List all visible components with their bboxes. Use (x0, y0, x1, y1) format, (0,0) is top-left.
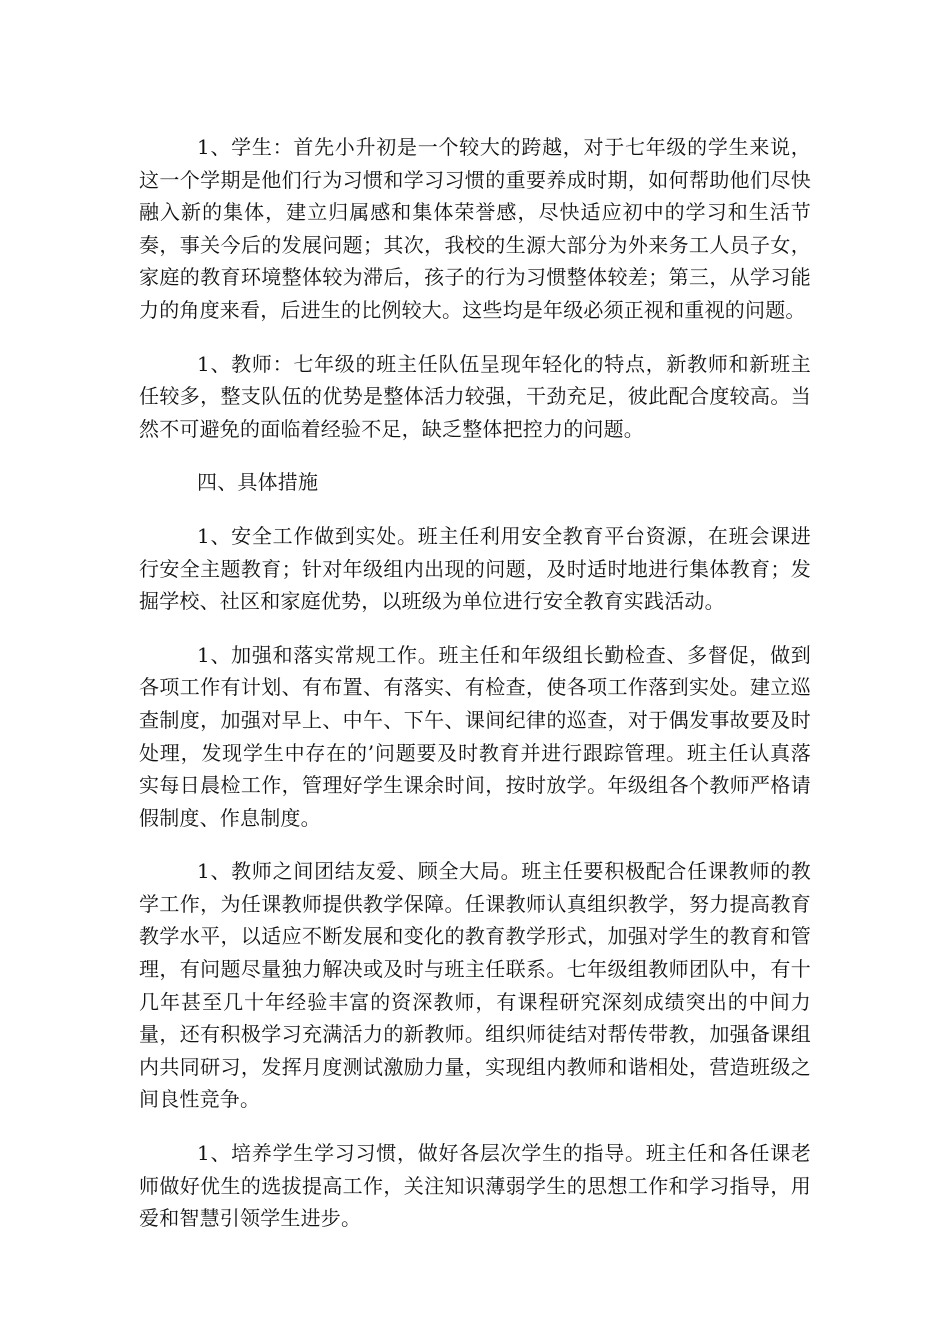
paragraph-students-analysis: 1、学生：首先小升初是一个较大的跨越，对于七年级的学生来说，这一个学期是他们行为习惯和学习习惯的重要养成时期，如何帮助他们尽快融入新的集体，建立归属感和集体荣誉感，尽快适应初中的学习和生活节奏，事关今后的发展问题；其次，我校的生源大部分为外来务工人员子女，家庭的教育环境整体较为滞后，孩子的行为习惯整体较差；第三，从学习能力的角度来看，后进生的比例较大。这些均是年级必须正视和重视的问题。 (139, 135, 811, 322)
paragraph-teachers-analysis: 1、教师：七年级的班主任队伍呈现年轻化的特点，新教师和新班主任较多，整支队伍的优势是整体活力较强，干劲充足，彼此配合度较高。当然不可避免的面临着经验不足，缺乏整体把控力的问题。 (139, 351, 811, 441)
paragraph-safety-work: 1、安全工作做到实处。班主任利用安全教育平台资源，在班会课进行安全主题教育；针对年级组内出现的问题，及时适时地进行集体教育；发掘学校、社区和家庭优势，以班级为单位进行安全教育实践活动。 (139, 523, 811, 614)
paragraph-routine-work: 1、加强和落实常规工作。班主任和年级组长勤检查、多督促，做到各项工作有计划、有布置、有落实、有检查，使各项工作落到实处。建立巡查制度，加强对早上、中午、下午、课间纪律的巡查，对于偶发事故要及时处理，发现学生中存在的’问题要及时教育并进行跟踪管理。班主任认真落实每日晨检工作，管理好学生课余时间，按时放学。年级组各个教师严格请假制度、作息制度。 (139, 642, 811, 830)
paragraph-study-habits: 1、培养学生学习习惯，做好各层次学生的指导。班主任和各任课老师做好优生的选拔提高工作，关注知识薄弱学生的思想工作和学习指导，用爱和智慧引领学生进步。 (139, 1141, 811, 1231)
document-body (139, 131, 811, 1256)
paragraph-teacher-unity: 1、教师之间团结友爱、顾全大局。班主任要积极配合任课教师的教学工作，为任课教师提供教学保障。任课教师认真组织教学，努力提高教育教学水平，以适应不断发展和变化的教育教学形式，加强对学生的教育和管理，有问题尽量独力解决或及时与班主任联系。七年级组教师团队中，有十几年甚至几十年经验丰富的资深教师，有课程研究深刻成绩突出的中间力量，还有积极学习充满活力的新教师。组织师徒结对帮传带教，加强备课组内共同研习，发挥月度测试激励力量，实现组内教师和谐相处，营造班级之间良性竞争。 (139, 859, 811, 1112)
section-heading-measures: 四、具体措施 (197, 470, 319, 495)
